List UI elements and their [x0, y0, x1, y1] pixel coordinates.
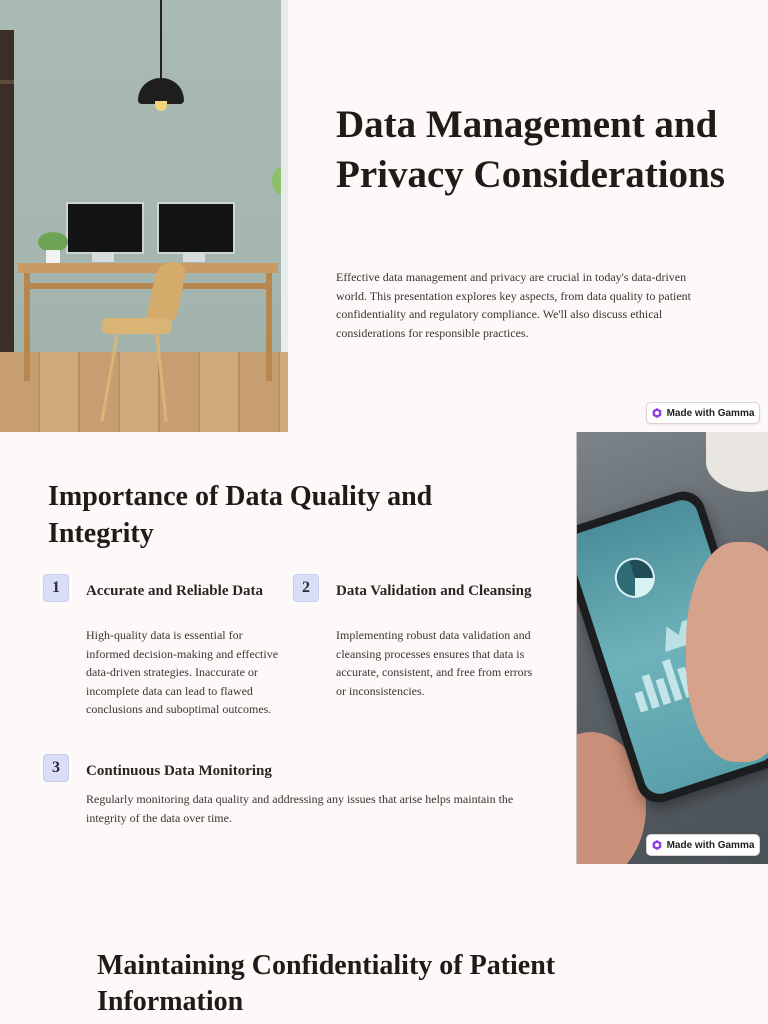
card-title: Continuous Data Monitoring — [86, 763, 272, 779]
made-with-gamma-label: Made with Gamma — [666, 407, 755, 419]
pie-chart-graphic — [610, 553, 660, 603]
card-description: High-quality data is essential for informed decision-making and effective data-driven strategies. Inaccurate or incomplete data can lead to flawed conclusions and suboptimal outcomes. — [86, 628, 279, 717]
step-number: 3 — [43, 754, 69, 782]
made-with-gamma-button[interactable] — [646, 402, 760, 424]
section-title: Maintaining Confidentiality of Patient Information — [97, 950, 556, 1017]
intro-paragraph: Effective data management and privacy are crucial in today's data-driven world. This presentation explores key aspects, from data quality to patient confidentiality and regulatory compliance. We'll also discuss ethical considerations for responsible practices. — [336, 270, 692, 340]
slide-title — [0, 0, 768, 432]
card-description: Implementing robust data validation and cleansing processes ensures that data is accurate, consistent, and free from errors or inconsistencies. — [336, 628, 533, 698]
made-with-gamma-button[interactable] — [646, 834, 760, 856]
card-description: Regularly monitoring data quality and addressing any issues that arise helps maintain the integrity of the data over time. — [86, 792, 514, 825]
section-title: Importance of Data Quality and Integrity — [48, 481, 433, 549]
gamma-logo-icon — [652, 840, 662, 850]
slide-data-quality — [0, 432, 768, 864]
monitor-left — [66, 202, 144, 254]
page-title: Data Management and Privacy Considerations — [336, 103, 725, 196]
card-title: Accurate and Reliable Data — [86, 583, 264, 599]
gamma-logo-icon — [652, 408, 662, 418]
slide-confidentiality — [0, 864, 768, 1024]
step-number: 2 — [293, 574, 319, 602]
office-desk-photo — [0, 0, 288, 432]
made-with-gamma-label: Made with Gamma — [666, 839, 755, 851]
monitor-right — [157, 202, 235, 254]
card-title: Data Validation and Cleansing — [336, 583, 532, 599]
step-number: 1 — [43, 574, 69, 602]
phone-analytics-photo — [576, 432, 768, 864]
